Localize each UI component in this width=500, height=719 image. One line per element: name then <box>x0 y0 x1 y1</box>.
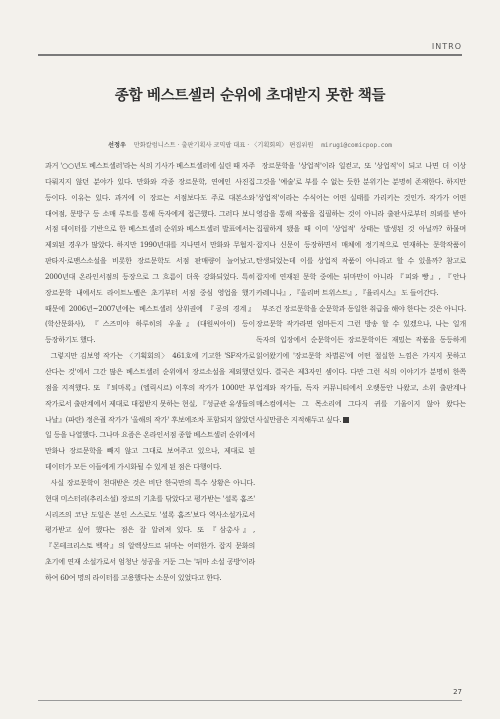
right-column <box>256 158 466 427</box>
paragraph: 장르문학을 '상업적'이라 일컫고, 또 '상업적'이 되고 나면 더 이상 그것을 '예술'로 부를 수 없는 듯한 분위기는 분명히 존재한다. 하지만 '상업적'이라는 수식어는 어떤 실태를 가리키는 것인가. 작가가 어떤 영감을 통해 작품을 집필하는 것이 아니라 출판사로부터 의뢰를 받아 집필하게 됐을 때 이미 '상업적' 상태는 발생된 것 아닐까? 하물며 잡지나 신문이 등장하면서 매체에 정기적으로 연재하는 문학작품이 탄생되었는데 이를 상업적 작품이 아니라고 할 수 있을까? 참고로 잡지에 연재된 문학 중에는 뒤마만이 아니라 『피와 빵』, 『안나 카레니나』, 『올리버 트위스트』, 『율리시스』 도 들어간다. <box>256 161 466 297</box>
paragraph: 사실 장르문학이 천대받은 것은 비단 한국만의 특수 상황은 아니다. 현대 미스터리(추리소설) 장르의 기초를 닦았다고 평가받는 '셜록 홈즈' 시리즈의 코난 도일은 본인 스스로도 '셜록 홈즈'보다 역사소설가로서 평가받고 싶어 했다는 점은 잘 알려져 있다. 또 『삼총사』, 『몬테크리스토 백작』의 알렉상드르 뒤마는 어떠한가. 잡지 문화의 초기에 연재 소설가로서 엄청난 성공을 거둔 그는 '뒤마 소설 공방'이라 하여 60여 명의 라이터를 고용했다는 소문이 있었다고 한다. <box>45 477 255 582</box>
paragraph-text: 부조건 장르문학을 순문학과 동일한 취급을 해야 한다는 것은 아니다. 장르문학 작가라면 엄마든지 그런 방송 할 수 있겠으나, 나는 일개 독자의 입장에서 순문학이든 장르문학이든 재밌는 작품을 동등하게 읽어왔기에 '장르문학 차별론'에 어떤 절실한 느낌은 가지지 못하고 있다. 결국은 제3자인 셈이다. 다만 그런 식의 이야기가 분명히 한쪽 업계와 작가들, 독자 커뮤니티에서 오랫동안 나왔고, 소위 출판계나 매스컴에서는 그 목소리에 그다지 귀를 기울이지 않아 왔다는 사실만큼은 지적해두고 싶다. <box>256 303 466 424</box>
byline <box>0 140 500 149</box>
author-role: 만화칼럼니스트 · 출판기획사 코믹팝 대표 · 〈기획회의〉 편집위원 <box>133 142 314 149</box>
page-number: 27 <box>453 688 462 696</box>
author-name: 선정우 <box>108 142 126 149</box>
paragraph <box>256 301 466 428</box>
left-column <box>45 158 255 586</box>
bottom-rule <box>38 700 462 701</box>
paragraph: 과거 '○○년도 베스트셀러'라는 식의 기사가 베스트셀러에 실린 때 자주 다뤄지지 않던 분야가 있다. 만화와 각종 장르문학, 연예인 사진집 등이다. 이유는 있다. 과거에 이 장르는 서점보다도 주로 대본소와 대여점, 문방구 등 소매 루트를 통해 독자에게 접근했다. 그러다 보니 서점 데이터를 기반으로 한 베스트셀러 순위와 베스트셀러 발표에서는 제외된 경우가 많았다. 하지만 1990년대를 지나면서 만화와 무협지·판타지·로맨스소설을 비롯한 장르문학도 서점 판매량이 늘어났고, 2000년대 온라인서점의 등장으로 그 흐름이 더욱 강화되었다. 특히 장르문학 내에서도 라이트노벨은 초기부터 서점 중심 영업을 했기 때문에 2006년~2007년에는 베스트셀러 상위권에 『공의 경계』(학산문화사), 『스즈미야 하루히의 우울』(대원씨아이) 등이 등장하기도 했다. <box>45 161 255 345</box>
paragraph: 그렇지만 김보영 작가는 〈기획회의〉 461호에 기고한 'SF작가로 산다는 것'에서 그간 많은 베스트셀러 순위에서 장르소설을 제외했던 점을 지적했다. 또 『퇴마록』(엘릭시르) 이후의 작가가 1000만 부 작가로서 출판계에서 제대로 대접받지 못하는 현실, 『성균관 유생들의 나날』(파란) 정은궐 작가가 '올해의 작가' 후보에조차 포함되지 않았던 일 등을 나열했다. 그나마 요즘은 온라인서점 종합 베스트셀러 순위에서 만화나 장르문학을 빼지 않고 그대로 보여주고 있으나, 제대로 된 데이터가 모든 이들에게 가시화될 수 있게 된 점은 다행이다. <box>45 351 255 472</box>
author-email: mirugi@comicpop.com <box>321 142 392 149</box>
section-label: INTRO <box>431 42 462 51</box>
end-mark-icon: M <box>343 417 349 423</box>
top-rule <box>38 54 462 56</box>
article-title: 종합 베스트셀러 순위에 초대받지 못한 책들 <box>114 88 386 104</box>
